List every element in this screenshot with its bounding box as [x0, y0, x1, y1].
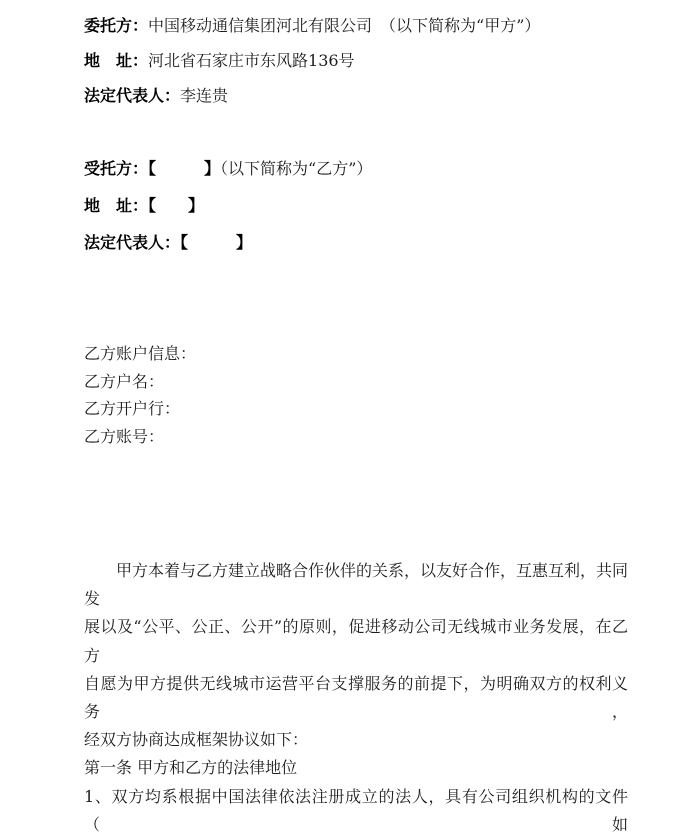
account-info-heading: 乙方账户信息：	[84, 344, 197, 363]
party-b-block	[84, 150, 372, 261]
account-bank-line: 乙方开户行：	[84, 399, 181, 418]
body-line: 1、双方均系根据中国法律依法注册成立的法人，具有公司组织机构的文件（如	[84, 786, 628, 834]
party-a-address-line	[84, 43, 540, 78]
field-label: 法定代表人：	[84, 86, 181, 105]
article-1-heading: 第一条 甲方和乙方的法律地位	[84, 758, 298, 778]
party-b-legal-rep-line	[84, 224, 372, 261]
party-b-address-line	[84, 187, 372, 224]
body-line: 展以及“公平、公正、公开”的原则，促进移动公司无线城市业务发展，在乙方	[84, 617, 628, 665]
field-label: 地 址：【 】	[84, 196, 205, 215]
body-line: 经双方协商达成框架协议如下：	[84, 730, 309, 750]
field-value: 李连贵	[180, 86, 229, 105]
party-a-entrusting-line	[84, 8, 540, 43]
account-holder-line: 乙方户名：	[84, 371, 165, 391]
body-line: 甲方本着与乙方建立战略合作伙伴的关系，以友好合作，互惠互利，共同发	[84, 561, 629, 609]
body-line: 自愿为甲方提供无线城市运营平台支撑服务的前提下，为明确双方的权利义务，	[84, 673, 628, 722]
field-label: 委托方：	[84, 16, 149, 35]
agreement-body-block	[84, 557, 628, 839]
field-label: 法定代表人：【 】	[84, 233, 253, 252]
field-label: 地 址：	[84, 51, 149, 70]
field-value: （以下简称为“乙方”）	[220, 159, 373, 178]
party-a-legal-rep-line	[84, 78, 540, 113]
field-label: 受托方：【 】	[84, 159, 221, 178]
field-value: 中国移动通信集团河北有限公司 （以下简称为“甲方”）	[148, 16, 541, 35]
party-b-entrusted-line	[84, 150, 372, 187]
party-a-block	[84, 8, 540, 113]
field-value: 河北省石家庄市东风路136号	[148, 51, 355, 70]
party-b-account-block	[84, 340, 196, 450]
account-number-line: 乙方账号：	[84, 426, 165, 446]
